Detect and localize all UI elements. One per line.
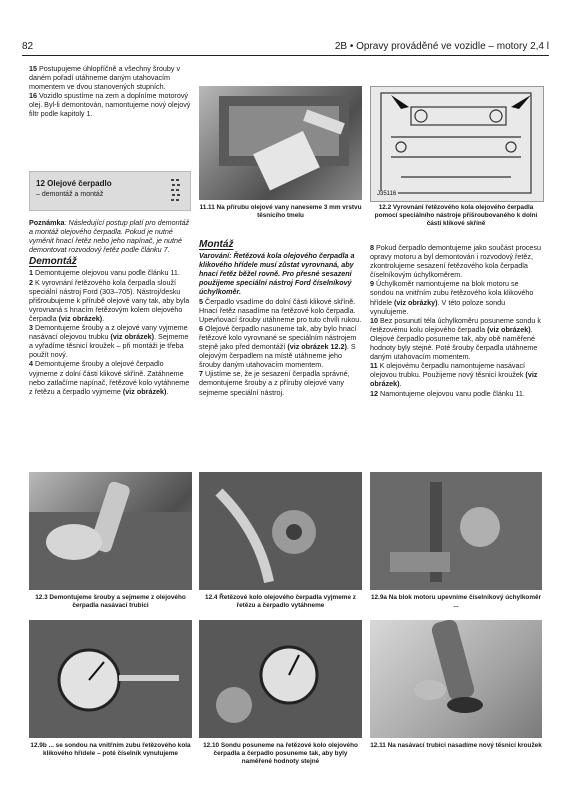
section-12-subtitle: – demontáž a montáž	[36, 191, 104, 198]
photo-12-11	[370, 620, 542, 738]
drawing-reference-tag: J35116	[377, 191, 397, 197]
paragraph-6: 6 Olejové čerpadlo nasuneme tak, aby bylo hnací řetězové kolo vyrovnané se speciálním nástrojem stejně jako před demontáží (viz obrázek 12.2). S olejovým čerpadlem na místě utáhneme jeho šrouby daným utahovacím momentem.	[199, 323, 357, 370]
paragraph-2: 2 K vyrovnání řetězového kola čerpadla slouží speciální nástroj Ford (303–705). Nástroj/desku přišroubujeme k přírubě olejové vany tak, aby byla vyrovnaná s hnacím řetězovým kolem olejového čerpadla (viz obrázek).	[29, 277, 190, 323]
intake-tube-illustration	[29, 472, 192, 590]
paragraph-10: 10 Bez posunutí téla úchylkoměru posuneme sondu k řetězovému kolu olejového čerpadla (viz obrázek). Olejové čerpadlo posuneme tak, aby obě naměřené hodnoty byly stejné. Poté šrouby čerpadla utáhneme daným utahovacím momentem.	[370, 315, 542, 362]
warning-paragraph: Varování: Řetězová kola olejového čerpadla a klikového hřídele musí zůstat vyrovnaná, aby hnací řetěz běžel rovně. Pro přesné sesazení použijeme speciální nástroj Ford číselníkový úchylkoměr.	[199, 251, 355, 297]
section-12-title: 12 Olejové čerpadlo	[36, 179, 112, 188]
seal-ring-illustration	[370, 620, 542, 738]
oil-pan-flange-illustration	[199, 86, 362, 200]
section-12-title-box	[29, 171, 191, 211]
paragraph-15: 15 Postupujeme úhlopříčně a všechny šrouby v daném pořadí utáhneme daným utahovacím momentem ve dvou stanovených stupních.	[29, 64, 181, 92]
paragraph-4: 4 Demontujeme šrouby a olejové čerpadlo vyjmeme z dolní části klikové skříně. Zatáhneme nebo zatlačíme napínač, řetězové kolo vytáhneme z řetězu a čerpadlo vyjmeme (viz obrázek).	[29, 359, 190, 396]
caption-12-9b: 12.9b ... se sondou na vnitřním zubu řetězového kola klikového hřídele – poté číselník vynulujeme	[30, 742, 191, 757]
header-rule	[22, 55, 549, 56]
note-paragraph: Poznámka: Následující postup platí pro demontáž a montáž olejového čerpadla. Pokud je nutné vyměnit hnací řetěz nebo jeho napínač, je nutné demontovat rozvodový řetěz podle článku 7.	[29, 218, 190, 255]
paragraph-1: 1 Demontujeme olejovou vanu podle článku 11.	[29, 268, 180, 278]
caption-12-9a: 12.9a Na blok motoru upevníme číselníkový úchylkoměr ...	[370, 594, 542, 609]
caption-11-11: 11.11 Na přírubu olejové vany naneseme 3 mm vrstvu těsnicího tmelu	[199, 204, 362, 219]
dial-gauge-mount-illustration	[370, 472, 542, 590]
left-column-top	[29, 64, 191, 119]
photo-12-9a	[370, 472, 542, 590]
caption-12-4: 12.4 Řetězové kolo olejového čerpadla vyjmeme z řetězu a čerpadlo vytáhneme	[205, 594, 356, 609]
pump-sprocket-illustration	[199, 472, 362, 590]
drawing-12-2	[370, 86, 544, 202]
paragraph-8: 8 Pokud čerpadlo demontujeme jako součást procesu opravy motoru a byl demontován i rozvodový řetěz, zkontrolujeme sesazení řetězového kola čerpadla číselníkovým úchylkoměrem.	[370, 243, 542, 280]
caption-12-3: 12.3 Demontujeme šrouby a sejmeme z olejového čerpadla nasávací trubici	[35, 594, 186, 609]
paragraph-16: 16 Vozidlo spustíme na zem a doplníme motorový olej. Byl-li demontován, namontujeme nový olejový filtr podle kapitoly 1.	[29, 91, 191, 119]
photo-12-3	[29, 472, 192, 590]
left-column-body	[29, 218, 191, 396]
photo-12-9b	[29, 620, 192, 738]
caption-12-11: 12.11 Na nasávací trubici nasadíme nový těsnicí kroužek	[370, 742, 542, 749]
photo-11-11	[199, 86, 362, 200]
paragraph-3: 3 Demontujeme šrouby a z olejové vany vyjmeme nasávací olejovou trubku (viz obrázek). Sejmeme a vyřadíme těsnicí kroužek – při montáži je třeba použít nový.	[29, 323, 189, 360]
dial-gauge-illustration	[29, 620, 192, 738]
paragraph-12: 12 Namontujeme olejovou vanu podle článku 11.	[370, 388, 525, 398]
montaz-heading: Montáž	[199, 239, 234, 250]
difficulty-wrench-icon	[168, 177, 184, 203]
photo-12-10	[199, 620, 362, 738]
gauge-probe-illustration	[199, 620, 362, 738]
paragraph-5: 5 Čerpadlo vsadíme do dolní části klikové skříně. Hnací řetěz nasadíme na řetězové kolo čerpadla. Upevňovací šrouby utáhneme pro tuto chvíli rukou.	[199, 296, 362, 324]
right-column-body	[370, 243, 542, 398]
paragraph-7: 7 Ujistíme se, že je sesazení čerpadla správné, demontujeme šrouby a z příruby olejové vany sejmeme speciální nástroj.	[199, 369, 350, 397]
photo-12-4	[199, 472, 362, 590]
paragraph-9: 9 Úchylkoměr namontujeme na blok motoru se sondou na vnitřním zubu řetězového kola klikového hřídele (viz obrázky). V této poloze sondu vynulujeme.	[370, 279, 534, 316]
page-number: 82	[22, 41, 34, 52]
pump-alignment-line-drawing	[371, 87, 543, 201]
chapter-title: 2B • Opravy prováděné ve vozidle – motory 2,4 l	[334, 41, 549, 52]
middle-column-body	[199, 237, 362, 397]
demontaz-heading: Demontáž	[29, 256, 77, 268]
caption-12-2: 12.2 Vyrovnání řetězového kola olejového čerpadla pomocí speciálního nástroje přišroubovaného k dolní části klikové skříně	[374, 204, 538, 227]
caption-12-10: 12.10 Sondu posuneme na řetězové kolo olejového čerpadla a čerpadlo posuneme tak, aby byly naměřené hodnoty stejné	[203, 742, 358, 765]
paragraph-11: 11 K olejovému čerpadlu namontujeme nasávací olejovou trubku. Použijeme nový těsnicí kroužek (viz obrázek).	[370, 361, 538, 389]
